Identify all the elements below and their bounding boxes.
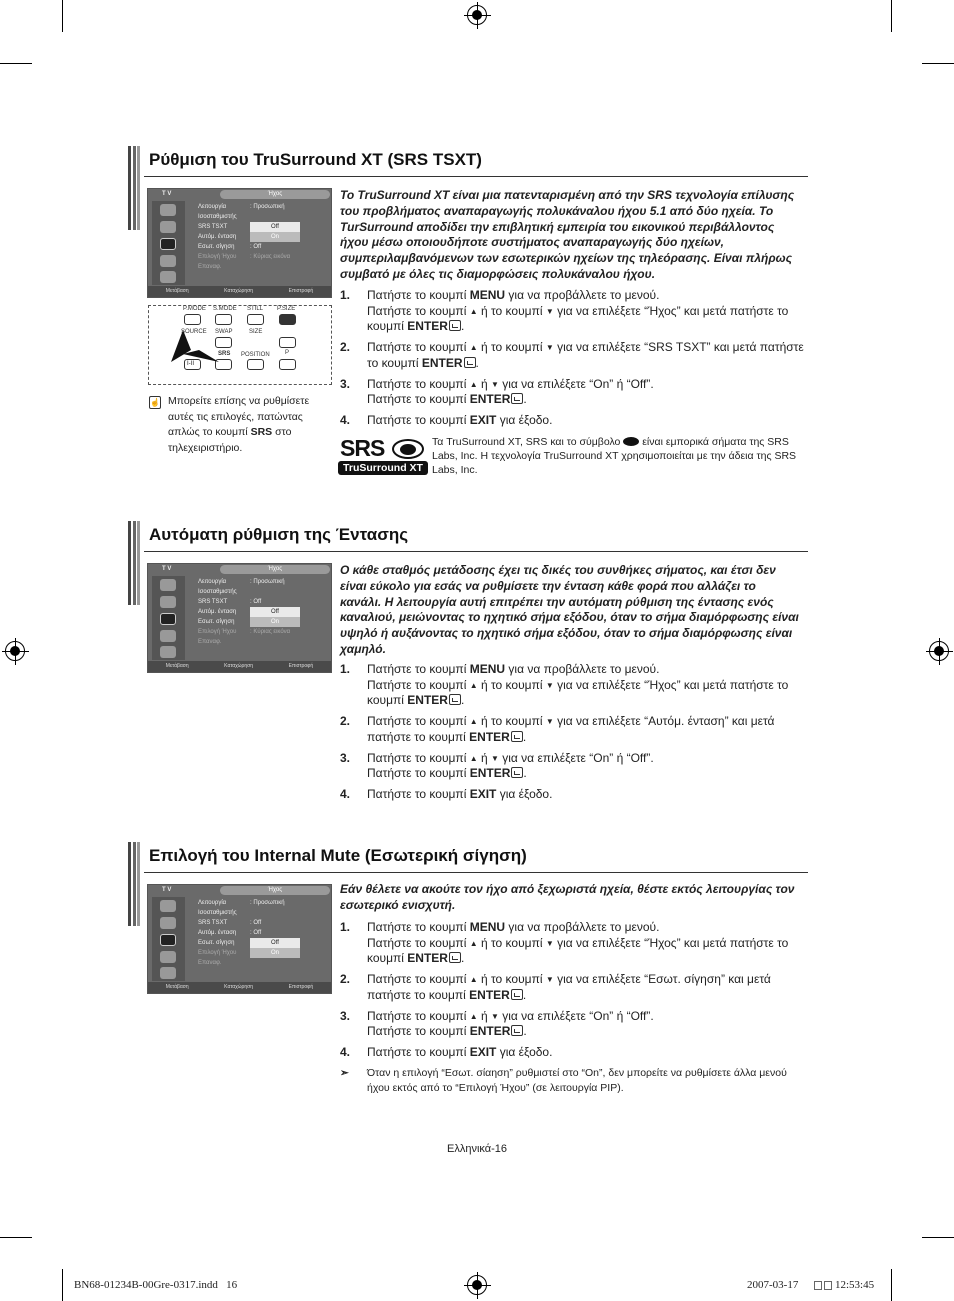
- section-intro: Εάν θέλετε να ακούτε τον ήχο από ξεχωριστά ηχεία, θέστε εκτός λειτουργίας τον εσωτερικό ενισχυτή.: [340, 882, 795, 912]
- enter-icon: [511, 731, 523, 742]
- step: 2. Πατήστε το κουμπί ▲ ή το κουμπί ▼ για να επιλέξετε “Εσωτ. σίγηση” και μετά πατήστε το κουμπί ENTER .: [340, 972, 771, 1002]
- page-number: Ελληνικά-16: [446, 1143, 508, 1155]
- osd-row: Επιλογή Ήχου : Κύριας εικόνα: [198, 629, 291, 635]
- box-glyph-icon: [814, 1281, 822, 1290]
- step: 4. Πατήστε το κουμπί EXIT για έξοδο.: [340, 412, 553, 427]
- up-arrow-icon: ▲: [469, 717, 478, 727]
- step: 3. Πατήστε το κουμπί ▲ ή ▼ για να επιλέξετε “On” ή “Off”. Πατήστε το κουμπί ENTER .: [340, 376, 654, 407]
- down-arrow-icon: ▼: [490, 379, 499, 389]
- note-arrow-icon: ➣: [340, 1066, 349, 1079]
- registration-mark-icon: [5, 641, 25, 661]
- picture-icon: [160, 596, 176, 608]
- srs-trusurround-logo: SRS TruSurround XT: [338, 437, 428, 477]
- down-button-icon: [279, 359, 296, 370]
- step: 3. Πατήστε το κουμπί ▲ ή ▼ για να επιλέξετε “On” ή “Off”. Πατήστε το κουμπί ENTER .: [340, 1008, 654, 1039]
- down-arrow-icon: ▼: [545, 975, 554, 985]
- osd-row: Επαναφ.: [198, 639, 222, 645]
- step: 1. Πατήστε το κουμπί MENU για να προβάλλετε το μενού. Πατήστε το κουμπί ▲ ή το κουμπί ▼ για να επιλέξετε “Ήχος” και μετά πατήστε το κουμπί ENTER .: [340, 920, 789, 966]
- osd-row: Εσωτ. σίγηση : Off: [198, 244, 262, 250]
- setup-icon: [160, 646, 176, 658]
- channel-icon: [160, 951, 176, 963]
- down-arrow-icon: ▼: [545, 306, 554, 316]
- osd-row: SRS TSXT : Off: [198, 920, 262, 926]
- sound-icon: [160, 934, 176, 946]
- osd-row: Ισοσταθμιστής: [198, 589, 237, 595]
- osd-menu-auto-volume: T V Ήχος Λειτουργία : Προσωπική Ισοσταθμιστής SRS TSXT : Off Αυτόμ. ένταση Off Εσωτ. σίγηση On Επιλογή Ήχου : Κύριας εικόνα Επαναφ. Μετάβαση Καταχώρηση Επιστροφή: [147, 563, 332, 673]
- section-title: Επιλογή του Internal Mute (Εσωτερική σίγηση): [149, 846, 527, 865]
- osd-row-selected: Εσωτ. σίγηση Off: [198, 938, 328, 948]
- osd-icon-column: [152, 576, 185, 660]
- section-intro: Το TruSurround XT είναι μια πατενταρισμένη από την SRS τεχνολογία επίλυσης του προβλήματος αναπαραγωγής πολυκάναλου ήχου 5.1 από δύο ηχεία. Το TurSurround αποδίδει την επιβλητική εμπειρία του εικονικού περιβάλλοντος ήχου μέσω οποιουδήποτε συστήματος αναπαραγωγής δύο ηχείων, συμπεριλαμβανόμενων των εσωτερικών ηχείων της τηλεόρασης. Είναι πλήρως συμβατό με όλες τις διαμορφώσεις πολυκάναλου ήχου.: [340, 188, 795, 281]
- enter-icon: [449, 952, 461, 963]
- up-arrow-icon: ▲: [469, 753, 478, 763]
- osd-row: Λειτουργία : Προσωπική: [198, 900, 285, 906]
- setup-icon: [160, 271, 176, 283]
- crop-mark: [891, 0, 892, 32]
- steps-list: [340, 288, 810, 434]
- up-button-icon: [279, 337, 296, 348]
- down-arrow-icon: ▼: [545, 343, 554, 353]
- dual-button-icon: I-II: [184, 359, 201, 370]
- osd-rows: [198, 577, 328, 647]
- osd-row: Ισοσταθμιστής: [198, 214, 237, 220]
- file-date: 2007-03-17: [747, 1279, 799, 1291]
- step: 4. Πατήστε το κουμπί EXIT για έξοδο.: [340, 1044, 553, 1059]
- crop-mark: [0, 63, 32, 64]
- hand-icon: ☝: [150, 398, 160, 407]
- enter-icon: [449, 694, 461, 705]
- enter-icon: [511, 393, 523, 404]
- down-arrow-icon: ▼: [545, 680, 554, 690]
- up-arrow-icon: ▲: [469, 975, 478, 985]
- osd-footer: Μετάβαση Καταχώρηση Επιστροφή: [148, 286, 331, 297]
- osd-row: Λειτουργία : Προσωπική: [198, 204, 285, 210]
- crop-mark: [62, 0, 63, 32]
- enter-icon: [511, 989, 523, 1000]
- osd-row: Επαναφ.: [198, 960, 222, 966]
- section-rule: [144, 551, 808, 552]
- section-auto-volume: [128, 521, 808, 821]
- step: 4. Πατήστε το κουμπί EXIT για έξοδο.: [340, 786, 553, 801]
- up-arrow-icon: ▲: [469, 680, 478, 690]
- section-bar: [128, 842, 140, 926]
- crop-mark: [922, 1237, 954, 1238]
- step: 2. Πατήστε το κουμπί ▲ ή το κουμπί ▼ για να επιλέξετε “SRS TSXT” και μετά πατήστε το κουμπί ENTER .: [340, 340, 804, 370]
- steps-list: [340, 920, 810, 1101]
- osd-row: Ισοσταθμιστής: [198, 910, 237, 916]
- channel-icon: [160, 630, 176, 642]
- enter-icon: [464, 357, 476, 368]
- box-glyph-icon: [824, 1281, 832, 1290]
- steps-list: [340, 662, 810, 808]
- section-bar: [128, 521, 140, 605]
- osd-menu-internal-mute: T V Ήχος Λειτουργία : Προσωπική Ισοσταθμιστής SRS TSXT : Off Αυτόμ. ένταση : Off Εσωτ. σίγηση Off Επιλογή Ήχου On Επαναφ. Μετάβαση Καταχώρηση Επιστροφή: [147, 884, 332, 994]
- registration-mark-icon: [467, 1275, 487, 1295]
- file-time: 12:53:45: [835, 1279, 875, 1291]
- registration-mark-icon: [929, 641, 949, 661]
- sound-icon: [160, 238, 176, 250]
- osd-row: Επαναφ.: [198, 264, 222, 270]
- section-internal-mute: [128, 842, 808, 1112]
- input-icon: [160, 204, 176, 216]
- osd-row-selected: Αυτόμ. ένταση Off: [198, 607, 328, 617]
- psize-button-icon: [279, 314, 296, 325]
- osd-rows: [198, 202, 328, 272]
- osd-row: Επιλογή Ήχου : Κύριας εικόνα: [198, 254, 291, 260]
- up-arrow-icon: ▲: [469, 379, 478, 389]
- osd-row: Αυτόμ. ένταση : Off: [198, 930, 262, 936]
- enter-icon: [449, 320, 461, 331]
- enter-icon: [511, 767, 523, 778]
- crop-mark: [0, 1237, 32, 1238]
- down-arrow-icon: ▼: [490, 1011, 499, 1021]
- osd-row: Επιλογή Ήχου On: [198, 948, 328, 958]
- file-name: BN68-01234B-00Gre-0317.indd 16: [74, 1279, 238, 1291]
- up-arrow-icon: ▲: [469, 1011, 478, 1021]
- osd-icon-column: [152, 897, 185, 981]
- section-title: Αυτόματη ρύθμιση της Έντασης: [149, 525, 409, 544]
- osd-menu-srs: [147, 188, 332, 298]
- section-rule: [144, 872, 808, 873]
- osd-tv-label: T V: [162, 191, 172, 197]
- osd-row: Λειτουργία : Προσωπική: [198, 579, 285, 585]
- picture-icon: [160, 221, 176, 233]
- osd-footer: Μετάβαση Καταχώρηση Επιστροφή: [148, 982, 331, 993]
- setup-icon: [160, 967, 176, 979]
- section-title: Ρύθμιση του TruSurround XT (SRS TSXT): [149, 150, 482, 169]
- input-icon: [160, 900, 176, 912]
- up-arrow-icon: ▲: [469, 306, 478, 316]
- osd-icon-column: [152, 201, 185, 285]
- crop-mark: [62, 1269, 63, 1301]
- crop-mark: [891, 1269, 892, 1301]
- osd-footer: Μετάβαση Καταχώρηση Επιστροφή: [148, 661, 331, 672]
- registration-mark-icon: [467, 5, 487, 25]
- trademark-text: Τα TruSurround XT, SRS και το σύμβολο είναι εμπορικά σήματα της SRS Labs, Inc. Η τεχνολογία TruSurround XT χρησιμοποιείται με την άδεια της SRS Labs, Inc.: [432, 436, 797, 477]
- osd-row: SRS TSXT : Off: [198, 599, 262, 605]
- sound-icon: [160, 613, 176, 625]
- osd-row: Αυτόμ. ένταση On: [198, 232, 328, 242]
- step: 1. Πατήστε το κουμπί MENU για να προβάλλετε το μενού. Πατήστε το κουμπί ▲ ή το κουμπί ▼ για να επιλέξετε “Ήχος” και μετά πατήστε το κουμπί ENTER .: [340, 288, 789, 334]
- enter-icon: [511, 1025, 523, 1036]
- input-icon: [160, 579, 176, 591]
- srs-circle-icon: [392, 439, 424, 459]
- down-arrow-icon: ▼: [545, 938, 554, 948]
- picture-icon: [160, 917, 176, 929]
- still-button-icon: [247, 314, 264, 325]
- remote-control-image: P.MODE S.MODE STILL P.SIZE SOURCE SWAP SIZE SRS POSITION P I-II: [148, 305, 332, 385]
- step: 1. Πατήστε το κουμπί MENU για να προβάλλετε το μενού. Πατήστε το κουμπί ▲ ή το κουμπί ▼ για να επιλέξετε “Ήχος” και μετά πατήστε το κουμπί ENTER .: [340, 662, 789, 708]
- step: 2. Πατήστε το κουμπί ▲ ή το κουμπί ▼ για να επιλέξετε “Αυτόμ. ένταση” και μετά πατήστε το κουμπί ENTER .: [340, 714, 775, 744]
- osd-row-selected: SRS TSXT Off: [198, 222, 328, 232]
- osd-sound-tab: Ήχος: [220, 190, 330, 199]
- step: 3. Πατήστε το κουμπί ▲ ή ▼ για να επιλέξετε “On” ή “Off”. Πατήστε το κουμπί ENTER .: [340, 750, 654, 781]
- crop-mark: [922, 63, 954, 64]
- section-rule: [144, 176, 808, 177]
- channel-icon: [160, 255, 176, 267]
- section-bar: [128, 146, 140, 230]
- osd-rows: [198, 898, 328, 968]
- pointer-arrows-icon: [169, 324, 229, 364]
- srs-symbol-icon: [623, 437, 639, 446]
- up-arrow-icon: ▲: [469, 343, 478, 353]
- remote-note: ☝ Μπορείτε επίσης να ρυθμίσετε αυτές τις επιλογές, πατώντας απλώς το κουμπί SRS στο τηλεχειριστήριο.: [150, 395, 310, 454]
- osd-row: Εσωτ. σίγηση On: [198, 617, 328, 627]
- down-arrow-icon: ▼: [545, 717, 554, 727]
- down-arrow-icon: ▼: [490, 753, 499, 763]
- mute-note: ➣ Όταν η επιλογή “Εσωτ. σίαηση” ρυθμιστεί στο “On”, δεν μπορείτε να ρυθμίσετε άλλα μενού ήχου εκτός από το “Επιλογή Ήχου” (σε λειτουργία PIP).: [340, 1066, 787, 1094]
- up-arrow-icon: ▲: [469, 938, 478, 948]
- section-intro: Ο κάθε σταθμός μετάδοσης έχει τις δικές του συνθήκες σήματος, και έτσι δεν είναι εύκολο για εσάς να ρυθμίσετε την ένταση κάθε φορά που αλλάζει το κανάλι. Η λειτουργία αυτή επιτρέπει την αυτόματη ρύθμιση της έντασης ενός καναλιού, μειώνοντας το ηχητικό σήμα εξόδου, όταν το σήμα διαμόρφωσης είναι υψηλό ή αυξάνοντας το ηχητικό σήμα εξόδου, όταν το σήμα διαμόρφωσης είναι χαμηλό.: [340, 563, 799, 656]
- position-button-icon: [247, 359, 264, 370]
